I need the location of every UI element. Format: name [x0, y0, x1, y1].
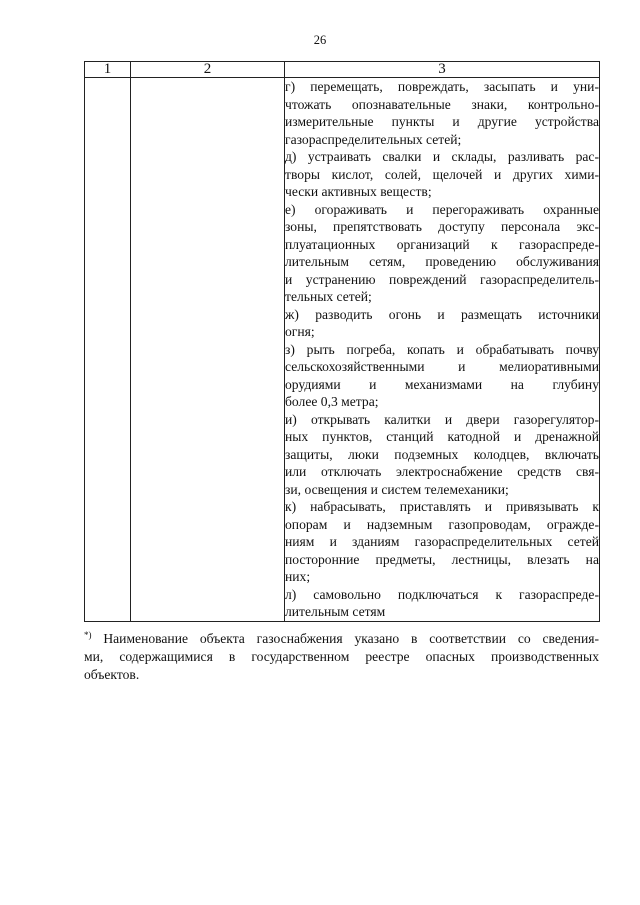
footnote-text	[84, 626, 599, 684]
list-item	[285, 586, 599, 621]
list-item-line: творы кислот, солей, щелочей и других хими-	[285, 166, 599, 182]
list-item-line: зи, освещения и систем телемеханики;	[285, 481, 509, 497]
list-item-line: и устранению повреждений газораспределитель-	[285, 271, 599, 287]
footnote-marker: *)	[84, 630, 92, 640]
document-table	[84, 61, 600, 622]
list-item-line: з) рыть погреба, копать и обрабатывать почву	[285, 341, 599, 357]
list-item-line: защиты, люки подземных колодцев, включать	[285, 446, 599, 462]
table-cell-col1	[85, 78, 131, 622]
list-item-line: д) устраивать свалки и склады, разливать рас-	[285, 149, 599, 164]
column-header-2: 2	[131, 62, 285, 78]
list-item-line: лительным сетям, проведению обслуживания	[285, 254, 599, 269]
list-item-line: посторонние предметы, лестницы, влезать на	[285, 551, 599, 567]
column-header-1: 1	[85, 62, 131, 78]
list-item-line: опорам и надземным газопроводам, огражде-	[285, 516, 599, 532]
list-item-line: е) огораживать и перегораживать охранные	[285, 201, 599, 217]
list-item	[285, 148, 599, 201]
list-item-line: и) открывать калитки и двери газорегулятор-	[285, 411, 599, 427]
list-item-line: чтожать опознавательные знаки, контрольно-	[285, 96, 599, 112]
list-item-line: тельных сетей;	[285, 289, 372, 304]
list-item-line: сельскохозяйственными и мелиоративными	[285, 359, 599, 374]
table-cell-col3	[285, 78, 600, 622]
table-cell-col2	[131, 78, 285, 622]
list-item-line: орудиями и механизмами на глубину	[285, 376, 599, 392]
footnote	[84, 626, 599, 684]
list-item	[285, 498, 599, 586]
list-item-line: измерительные пункты и другие устройства	[285, 114, 599, 129]
list-item-line: газораспределительных сетей;	[285, 131, 462, 147]
prohibitions-list	[285, 78, 599, 621]
list-item-line: плуатационных организаций к газораспреде-	[285, 236, 599, 252]
list-item-line: них;	[285, 569, 311, 584]
list-item-line: ниям и зданиям газораспределительных сетей	[285, 534, 599, 549]
list-item-line: чески активных веществ;	[285, 184, 432, 199]
page-number: 26	[313, 33, 327, 47]
list-item-line: г) перемещать, повреждать, засыпать и уни-	[285, 79, 599, 94]
table-header-row	[85, 62, 600, 78]
list-item-line: л) самовольно подключаться к газораспреде-	[285, 586, 599, 602]
list-item	[285, 78, 599, 148]
list-item-line: ных пунктов, станций катодной и дренажной	[285, 429, 599, 444]
table-row	[85, 78, 600, 622]
list-item-line: огня;	[285, 324, 315, 339]
list-item-line: к) набрасывать, приставлять и привязывать к	[285, 499, 599, 514]
list-item	[285, 411, 599, 499]
list-item-line: более 0,3 метра;	[285, 394, 379, 409]
footnote-line: ми, содержащимися в государственном реестре опасных производственных	[84, 649, 599, 664]
list-item	[285, 306, 599, 341]
list-item-line: ж) разводить огонь и размещать источники	[285, 306, 599, 322]
footnote-line: объектов.	[84, 667, 140, 682]
list-item-line: лительным сетям	[285, 604, 386, 619]
list-item	[285, 201, 599, 306]
footnote-line	[84, 626, 599, 648]
list-item	[285, 341, 599, 411]
footnote-line-text: Наименование объекта газоснабжения указано в соответствии со сведения-	[103, 631, 599, 646]
list-item-line: зоны, препятствовать доступу персонала экс-	[285, 219, 599, 234]
list-item-line: или отключать электроснабжение средств свя-	[285, 464, 599, 479]
column-header-3: 3	[285, 62, 600, 78]
